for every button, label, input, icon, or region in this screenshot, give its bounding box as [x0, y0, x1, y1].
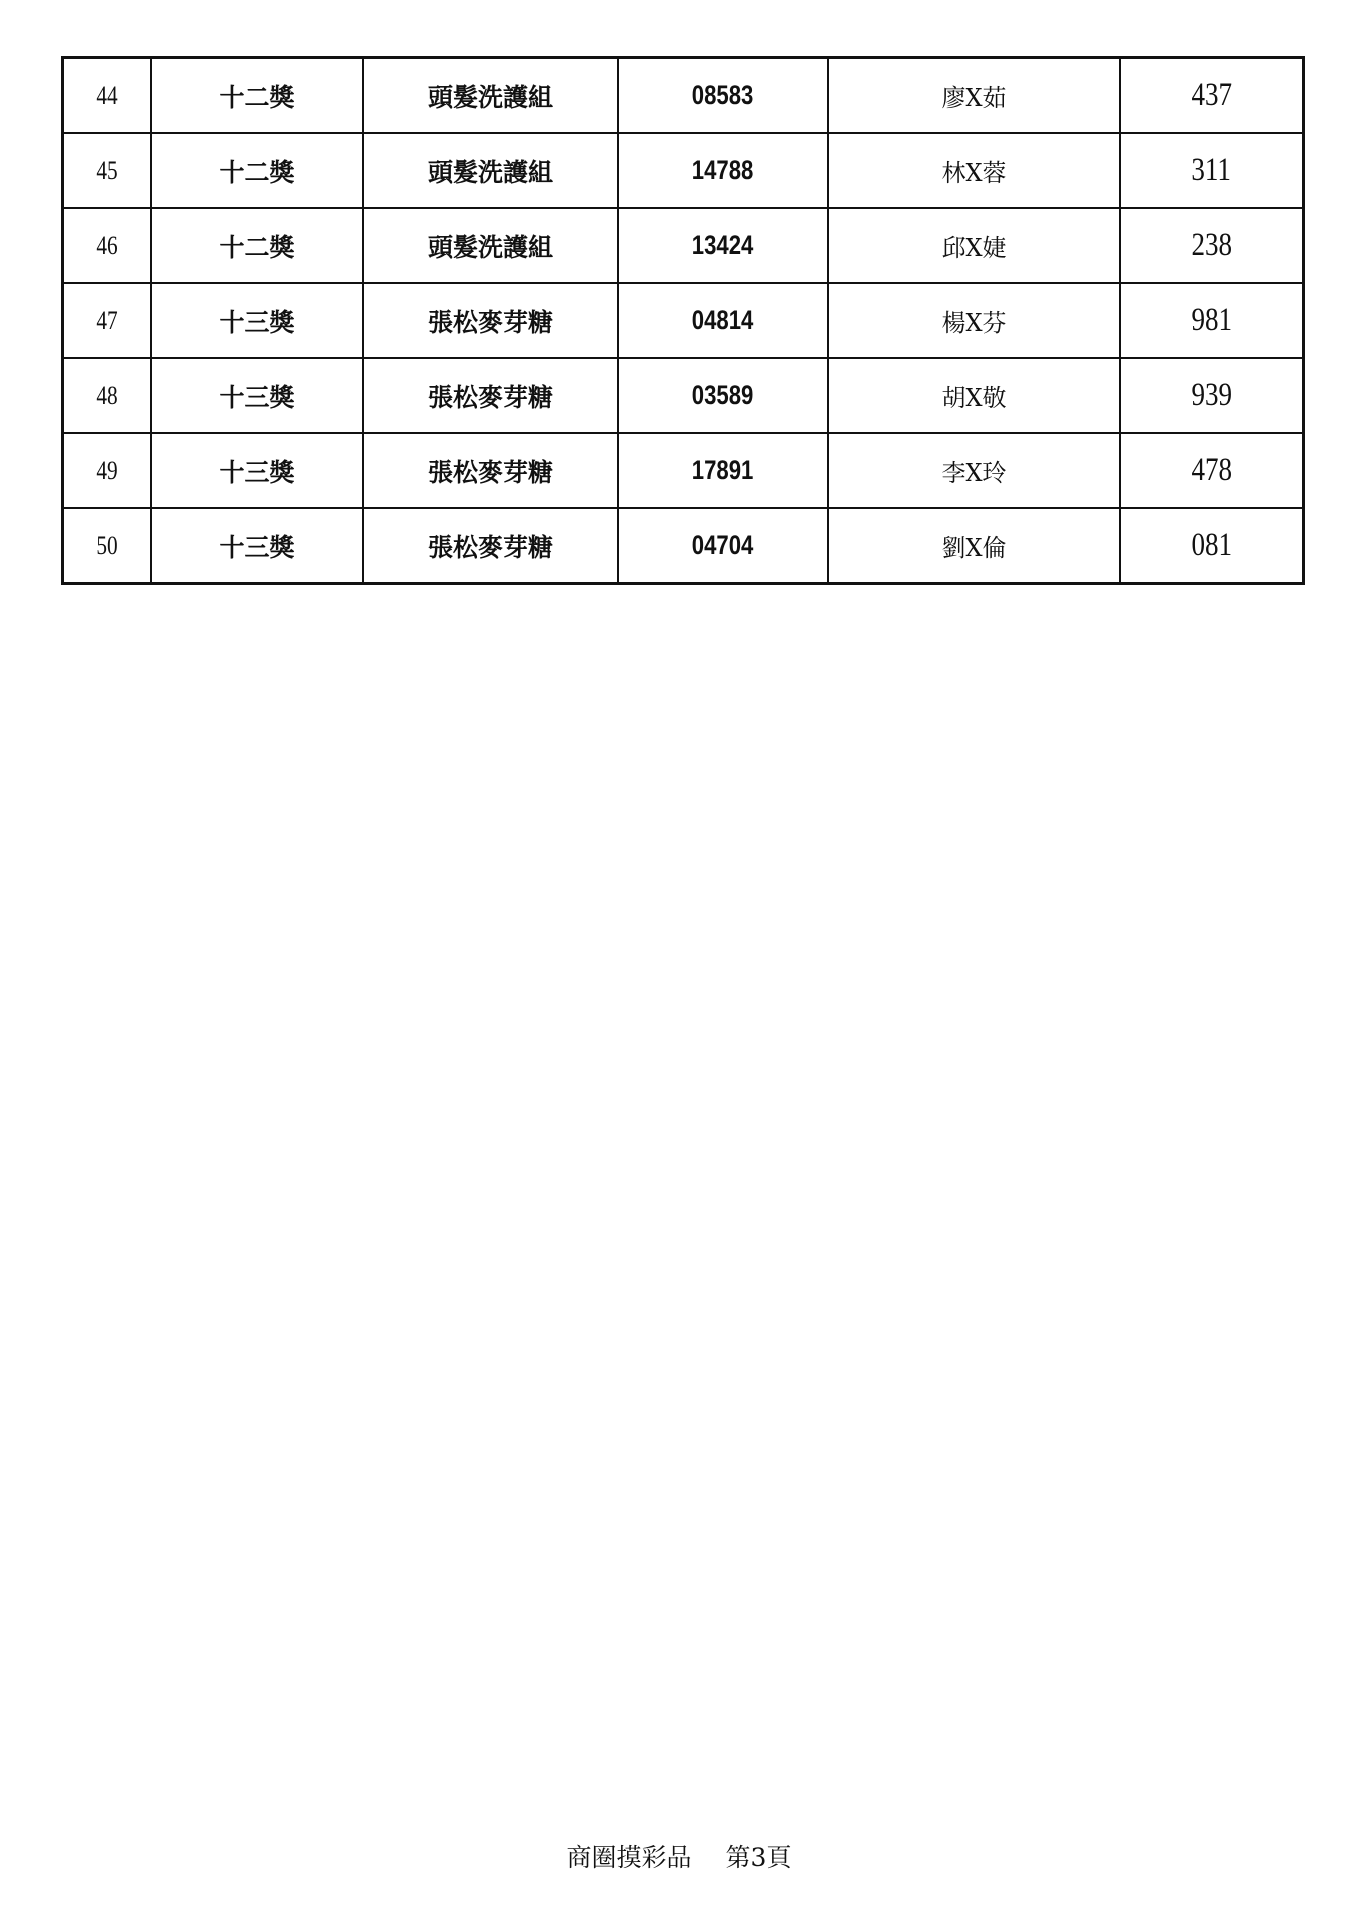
- cell-ticket-number: [618, 283, 828, 358]
- cell-code: [1120, 283, 1304, 358]
- cell-code: [1120, 508, 1304, 584]
- cell-winner-name: 廖X茹: [828, 58, 1120, 134]
- cell-prize-item: 張松麥芽糖: [363, 508, 618, 584]
- row-number: 44: [96, 80, 118, 110]
- cell-code: [1120, 58, 1304, 134]
- ticket-number: 13424: [692, 230, 754, 260]
- cell-code: [1120, 358, 1304, 433]
- code-value: 081: [1191, 527, 1232, 563]
- cell-number: [63, 283, 152, 358]
- cell-code: [1120, 208, 1304, 283]
- cell-winner-name: 楊X芬: [828, 283, 1120, 358]
- ticket-number: 04704: [692, 530, 754, 560]
- cell-prize-rank: 十三獎: [151, 358, 363, 433]
- cell-number: [63, 358, 152, 433]
- code-value: 238: [1191, 227, 1232, 263]
- row-number: 48: [96, 380, 118, 410]
- cell-prize-rank: 十三獎: [151, 433, 363, 508]
- table-row: [63, 208, 1304, 283]
- row-number: 49: [96, 455, 118, 485]
- cell-prize-item: 頭髮洗護組: [363, 208, 618, 283]
- row-number: 45: [96, 155, 118, 185]
- cell-prize-rank: 十三獎: [151, 283, 363, 358]
- cell-prize-item: 頭髮洗護組: [363, 133, 618, 208]
- table-row: [63, 283, 1304, 358]
- footer-title: 商圈摸彩品: [566, 1843, 692, 1872]
- cell-number: [63, 133, 152, 208]
- table-row: [63, 133, 1304, 208]
- cell-number: [63, 208, 152, 283]
- row-number: 46: [96, 230, 118, 260]
- cell-winner-name: 劉X倫: [828, 508, 1120, 584]
- cell-code: [1120, 433, 1304, 508]
- code-value: 981: [1191, 302, 1232, 338]
- footer-page-number: 第3頁: [725, 1843, 792, 1872]
- table-row: [63, 508, 1304, 584]
- table-body: [63, 58, 1304, 584]
- ticket-number: 14788: [692, 155, 754, 185]
- cell-code: [1120, 133, 1304, 208]
- cell-ticket-number: [618, 508, 828, 584]
- cell-number: [63, 433, 152, 508]
- ticket-number: 04814: [692, 305, 754, 335]
- cell-prize-item: 張松麥芽糖: [363, 433, 618, 508]
- cell-prize-item: 張松麥芽糖: [363, 283, 618, 358]
- ticket-number: 17891: [692, 455, 754, 485]
- row-number: 50: [96, 530, 118, 560]
- cell-number: [63, 508, 152, 584]
- cell-number: [63, 58, 152, 134]
- code-value: 478: [1191, 452, 1232, 488]
- cell-ticket-number: [618, 58, 828, 134]
- cell-prize-item: 張松麥芽糖: [363, 358, 618, 433]
- cell-winner-name: 林X蓉: [828, 133, 1120, 208]
- cell-prize-rank: 十二獎: [151, 133, 363, 208]
- ticket-number: 03589: [692, 380, 754, 410]
- ticket-number: 08583: [692, 80, 754, 110]
- cell-ticket-number: [618, 133, 828, 208]
- cell-ticket-number: [618, 208, 828, 283]
- cell-prize-item: 頭髮洗護組: [363, 58, 618, 134]
- cell-ticket-number: [618, 358, 828, 433]
- prize-winner-table: [61, 56, 1305, 585]
- cell-winner-name: 胡X敬: [828, 358, 1120, 433]
- code-value: 311: [1191, 152, 1232, 188]
- cell-winner-name: 邱X婕: [828, 208, 1120, 283]
- table-row: [63, 58, 1304, 134]
- table-row: [63, 358, 1304, 433]
- row-number: 47: [96, 305, 118, 335]
- cell-ticket-number: [618, 433, 828, 508]
- page-footer: [0, 1838, 1358, 1874]
- cell-winner-name: 李X玲: [828, 433, 1120, 508]
- table-row: [63, 433, 1304, 508]
- code-value: 939: [1191, 377, 1232, 413]
- cell-prize-rank: 十二獎: [151, 208, 363, 283]
- cell-prize-rank: 十三獎: [151, 508, 363, 584]
- code-value: 437: [1191, 77, 1232, 113]
- cell-prize-rank: 十二獎: [151, 58, 363, 134]
